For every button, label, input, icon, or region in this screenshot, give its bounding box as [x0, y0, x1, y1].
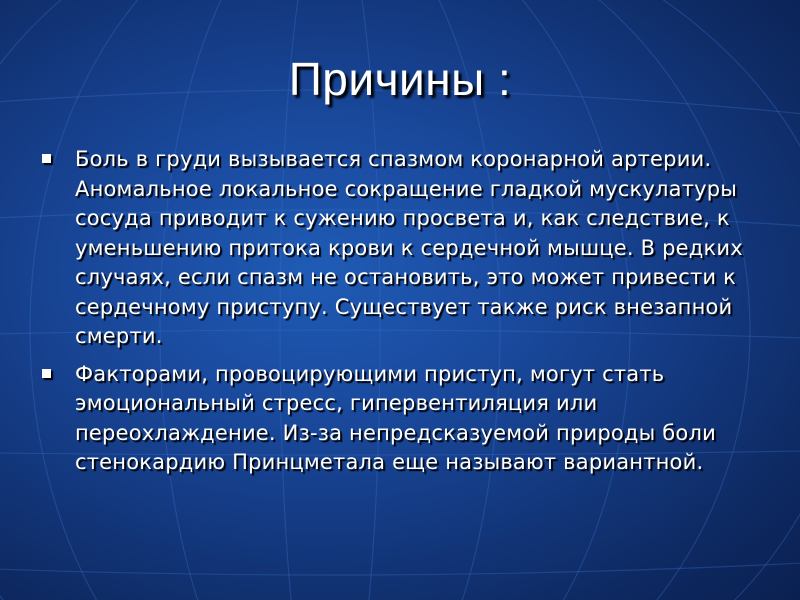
bullet-list	[42, 145, 762, 486]
square-bullet-icon	[42, 154, 51, 163]
bullet-item	[42, 145, 762, 352]
bullet-text: Факторами, провоцирующими приступ, могут стать эмоциональный стресс, гипервентиляция или переохлаждение. Из-за непредсказуемой природы боли стенокардию Принцметала еще называют вариантной.	[75, 361, 716, 474]
bullet-item	[42, 360, 762, 478]
square-bullet-icon	[42, 369, 51, 378]
slide-title: Причины :	[288, 53, 512, 105]
bullet-text: Боль в груди вызывается спазмом коронарной артерии. Аномальное локальное сокращение гладкой мускулатуры сосуда приводит к сужению просвета и, как следствие, к уменьшению притока крови к сердечной мышце. В редких случаях, если спазм не остановить, это может привести к сердечному приступу. Существует также риск внезапной смерти.	[75, 147, 743, 348]
